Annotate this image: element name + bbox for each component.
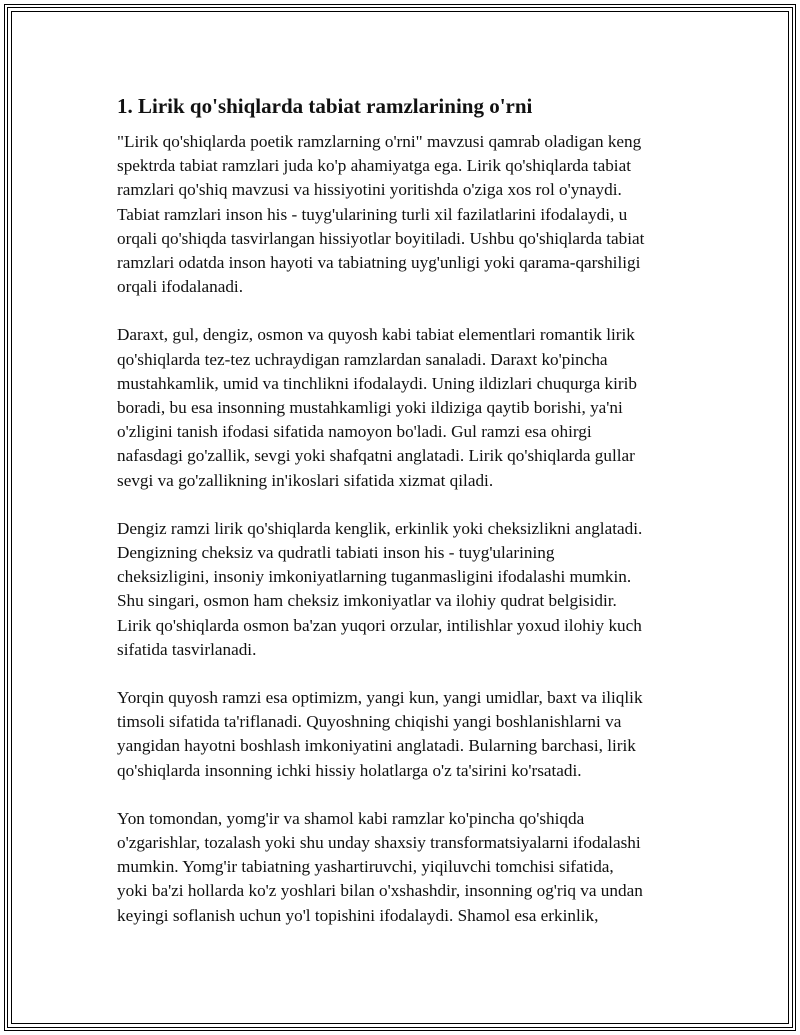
text-line: Yon tomondan, yomg'ir va shamol kabi ramzlar ko'pincha qo'shiqda [117, 808, 585, 828]
text-line: orqali ifodalanadi. [117, 277, 243, 297]
text-line: yoki ba'zi hollarda ko'z yoshlari bilan o'xshashdir, insonning og'riq va undan [117, 881, 643, 901]
text-line: timsoli sifatida ta'riflanadi. Quyoshning chiqishi yangi boshlanishlarni va [117, 712, 622, 732]
text-line: yangidan hayotni boshlash imkoniyatini anglatadi. Bularning barchasi, lirik [117, 736, 636, 756]
text-line: qo'shiqlarda tez-tez uchraydigan ramzlardan sanaladi. Daraxt ko'pincha [117, 349, 608, 369]
text-line: Yorqin quyosh ramzi esa optimizm, yangi kun, yangi umidlar, baxt va iliqlik [117, 688, 643, 708]
paragraph-4 [112, 686, 692, 783]
text-line: mustahkamlik, umid va tinchlikni ifodalaydi. Uning ildizlari chuqurga kirib [117, 373, 637, 393]
text-line: sevgi va go'zallikning in'ikoslari sifatida xizmat qiladi. [117, 470, 494, 490]
text-line: Tabiat ramzlari inson his - tuyg'ularining turli xil fazilatlarini ifodalaydi, u [117, 204, 628, 224]
paragraph-2 [112, 323, 692, 492]
text-line: ramzlari qo'shiq mavzusi va hissiyotini yoritishda o'ziga xos rol o'ynaydi. [117, 180, 622, 200]
text-line: nafasdagi go'zallik, sevgi yoki shafqatni anglatadi. Lirik qo'shiqlarda gullar [117, 446, 635, 466]
text-line: boradi, bu esa insonning mustahkamligi yoki ildiziga qaytib borishi, ya'ni [117, 398, 623, 418]
text-line: Dengiz ramzi lirik qo'shiqlarda kenglik, erkinlik yoki cheksizlikni anglatadi. [117, 518, 643, 538]
text-line: orqali qo'shiqda tasvirlangan hissiyotlar boyitiladi. Ushbu qo'shiqlarda tabiat [117, 228, 645, 248]
text-line: sifatida tasvirlanadi. [117, 639, 257, 659]
text-line: ramzlari odatda inson hayoti va tabiatning uyg'unligi yoki qarama-qarshiligi [117, 253, 641, 273]
text-line: Lirik qo'shiqlarda osmon ba'zan yuqori orzular, intilishlar yoxud ilohiy kuch [117, 615, 642, 635]
text-line: Daraxt, gul, dengiz, osmon va quyosh kabi tabiat elementlari romantik lirik [117, 325, 635, 345]
text-line: Shu singari, osmon ham cheksiz imkoniyatlar va ilohiy qudrat belgisidir. [117, 591, 617, 611]
text-line: o'zligini tanish ifodasi sifatida namoyon bo'ladi. Gul ramzi esa ohirgi [117, 422, 592, 442]
section-heading: 1. Lirik qo'shiqlarda tabiat ramzlarining o'rni [117, 94, 533, 118]
paragraph-1 [112, 130, 692, 299]
text-line: o'zgarishlar, tozalash yoki shu unday shaxsiy transformatsiyalarni ifodalashi [117, 833, 641, 853]
text-line: cheksizligini, insoniy imkoniyatlarning tuganmasligini ifodalashi mumkin. [117, 567, 632, 587]
paragraph-3 [112, 517, 692, 662]
text-line: qo'shiqlarda insonning ichki hissiy holatlarga o'z ta'sirini ko'rsatadi. [117, 760, 582, 780]
document-body [112, 92, 692, 952]
text-line: spektrda tabiat ramzlari juda ko'p ahamiyatga ega. Lirik qo'shiqlarda tabiat [117, 156, 631, 176]
text-line: mumkin. Yomg'ir tabiatning yashartiruvchi, yiqiluvchi tomchisi sifatida, [117, 857, 614, 877]
text-line: keyingi soflanish uchun yo'l topishini ifodalaydi. Shamol esa erkinlik, [117, 905, 599, 925]
text-line: Dengizning cheksiz va qudratli tabiati inson his - tuyg'ularining [117, 543, 555, 563]
text-line: "Lirik qo'shiqlarda poetik ramzlarning o'rni" mavzusi qamrab oladigan keng [117, 132, 642, 151]
paragraph-5 [112, 807, 692, 928]
